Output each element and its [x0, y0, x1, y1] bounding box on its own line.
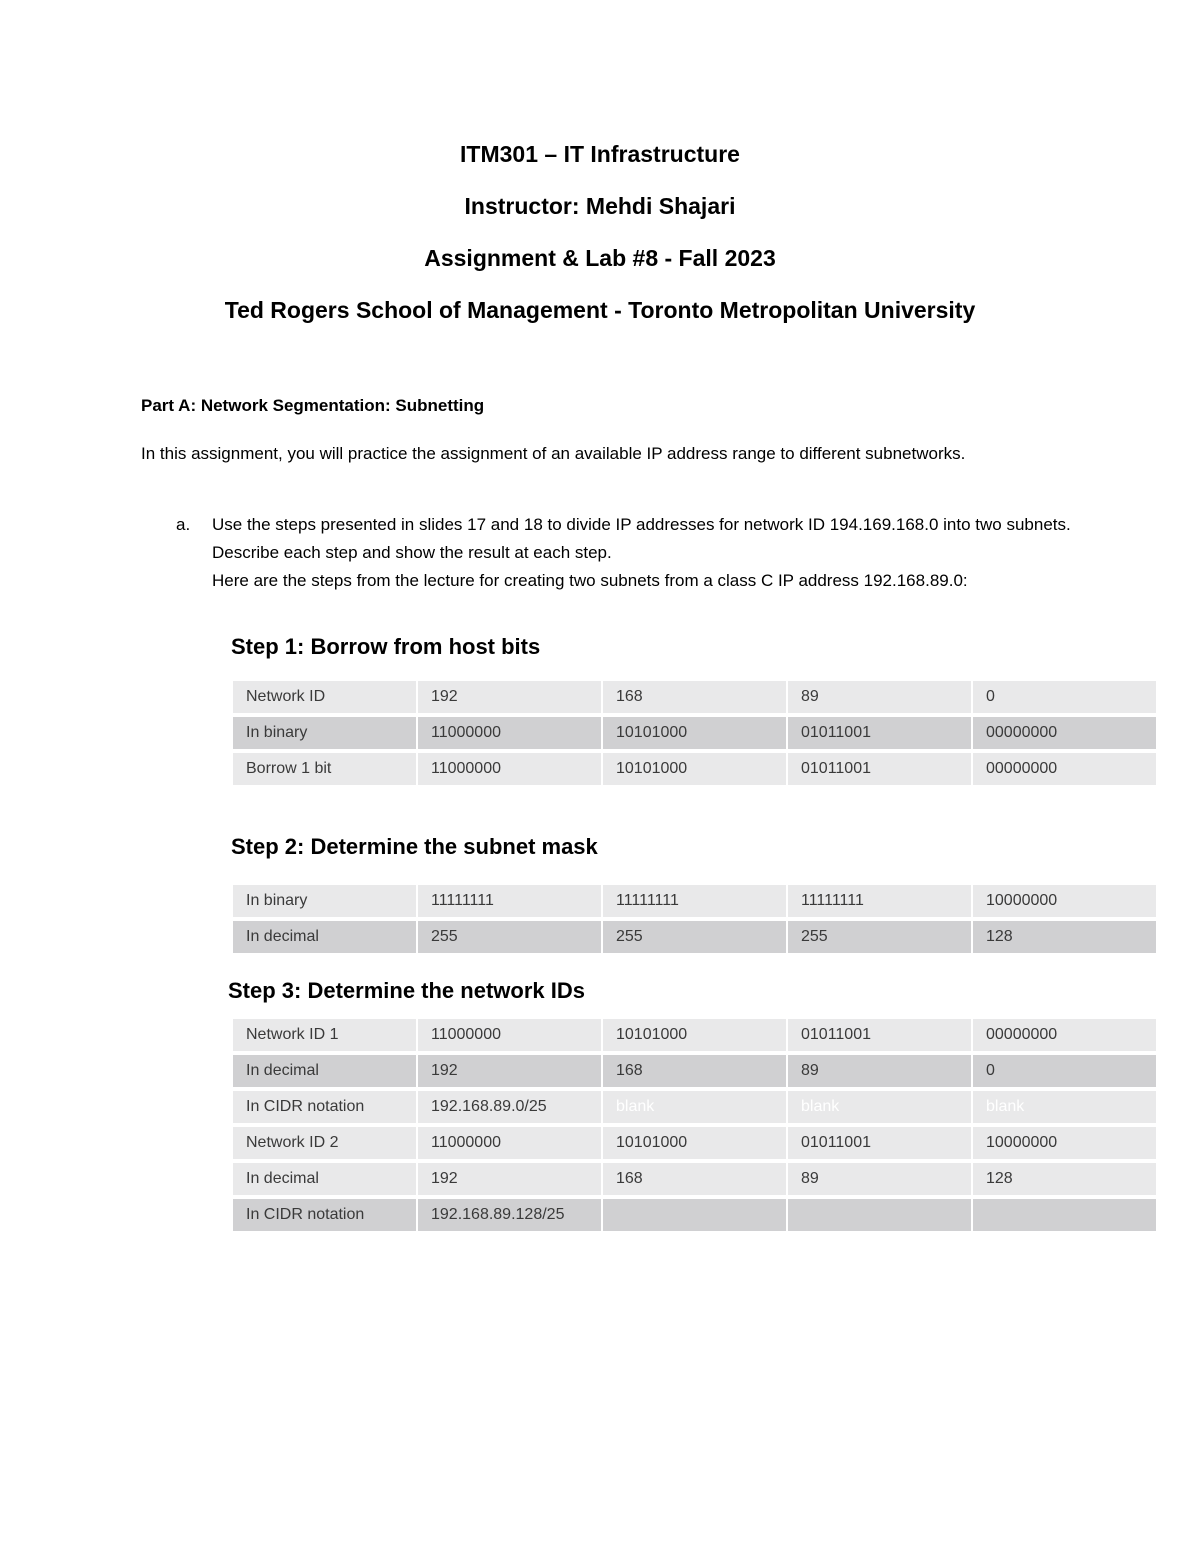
table-cell: 10000000: [973, 885, 1156, 917]
table-cell: 10101000: [603, 753, 786, 785]
table-cell: 128: [973, 1163, 1156, 1195]
table-row: [233, 885, 1156, 917]
assignment-line: Assignment & Lab #8 - Fall 2023: [424, 245, 776, 271]
document-header: [0, 140, 1200, 348]
blank-cell: blank: [973, 1091, 1156, 1123]
list-item-body: [212, 511, 1072, 595]
table-cell: 89: [788, 1163, 971, 1195]
table-cell: In decimal: [233, 1163, 416, 1195]
table-cell: 192: [418, 681, 601, 713]
table-cell: 11111111: [418, 885, 601, 917]
intro-paragraph: In this assignment, you will practice the assignment of an available IP address range to different subnetworks.: [141, 444, 966, 463]
table-cell: 01011001: [788, 717, 971, 749]
table-cell: 00000000: [973, 717, 1156, 749]
table-cell: Network ID: [233, 681, 416, 713]
table-cell: 01011001: [788, 753, 971, 785]
table-cell: Network ID 2: [233, 1127, 416, 1159]
blank-cell: blank: [788, 1091, 971, 1123]
table-cell: Network ID 1: [233, 1019, 416, 1051]
step3-heading: Step 3: Determine the network IDs: [228, 978, 585, 1003]
table-cell: 168: [603, 681, 786, 713]
table-row: [233, 1199, 1156, 1231]
table-cell: 255: [788, 921, 971, 953]
step2-table: [231, 881, 1158, 957]
table-cell: In CIDR notation: [233, 1091, 416, 1123]
table-cell: 10101000: [603, 1019, 786, 1051]
table-cell: 11111111: [788, 885, 971, 917]
item-instruction: Use the steps presented in slides 17 and 18 to divide IP addresses for network ID 194.169.168.0 into two subnets. Describe each step and show the result at each step.: [212, 515, 1071, 562]
table-cell: 01011001: [788, 1019, 971, 1051]
table-cell: 10101000: [603, 1127, 786, 1159]
instructor-line: Instructor: Mehdi Shajari: [464, 193, 736, 219]
table-cell: 11111111: [603, 885, 786, 917]
table-cell: 192.168.89.128/25: [418, 1199, 601, 1231]
table-cell: 168: [603, 1163, 786, 1195]
table-cell: 11000000: [418, 717, 601, 749]
table-cell: 255: [603, 921, 786, 953]
table-cell: 10000000: [973, 1127, 1156, 1159]
table-cell: 11000000: [418, 753, 601, 785]
table-cell: Borrow 1 bit: [233, 753, 416, 785]
table-cell: 11000000: [418, 1019, 601, 1051]
table-cell: 00000000: [973, 753, 1156, 785]
table-cell: 255: [418, 921, 601, 953]
table-cell: 192.168.89.0/25: [418, 1091, 601, 1123]
table-row: [233, 1019, 1156, 1051]
table-row: [233, 1055, 1156, 1087]
table-cell: In binary: [233, 885, 416, 917]
step2-heading: Step 2: Determine the subnet mask: [231, 834, 598, 859]
blank-cell: blank: [603, 1091, 786, 1123]
step1-heading: Step 1: Borrow from host bits: [231, 634, 541, 659]
table-cell: 89: [788, 681, 971, 713]
table-cell: In CIDR notation: [233, 1199, 416, 1231]
table-cell: 00000000: [973, 1019, 1156, 1051]
table-row: [233, 1127, 1156, 1159]
table-row: [233, 1091, 1156, 1123]
table-cell: 192: [418, 1055, 601, 1087]
step1-table: [231, 677, 1158, 789]
table-cell: 168: [603, 1055, 786, 1087]
table-row: [233, 753, 1156, 785]
table-cell: In decimal: [233, 921, 416, 953]
table-row: [233, 921, 1156, 953]
table-cell: 10101000: [603, 717, 786, 749]
school-line: Ted Rogers School of Management - Toronto Metropolitan University: [224, 297, 976, 323]
list-marker: a.: [176, 515, 191, 534]
table-row: [233, 717, 1156, 749]
table-cell: [603, 1199, 786, 1231]
table-cell: 0: [973, 681, 1156, 713]
step3-table: [231, 1015, 1158, 1235]
part-a-heading: Part A: Network Segmentation: Subnetting: [141, 396, 485, 415]
table-cell: 11000000: [418, 1127, 601, 1159]
item-lecture-note: Here are the steps from the lecture for creating two subnets from a class C IP address 192.168.89.0:: [212, 571, 968, 590]
table-cell: In decimal: [233, 1055, 416, 1087]
table-cell: [973, 1199, 1156, 1231]
table-cell: 01011001: [788, 1127, 971, 1159]
table-cell: 0: [973, 1055, 1156, 1087]
course-title: ITM301 – IT Infrastructure: [460, 141, 740, 167]
table-cell: 89: [788, 1055, 971, 1087]
table-cell: [788, 1199, 971, 1231]
table-cell: 128: [973, 921, 1156, 953]
table-row: [233, 1163, 1156, 1195]
table-row: [233, 681, 1156, 713]
table-cell: In binary: [233, 717, 416, 749]
table-cell: 192: [418, 1163, 601, 1195]
